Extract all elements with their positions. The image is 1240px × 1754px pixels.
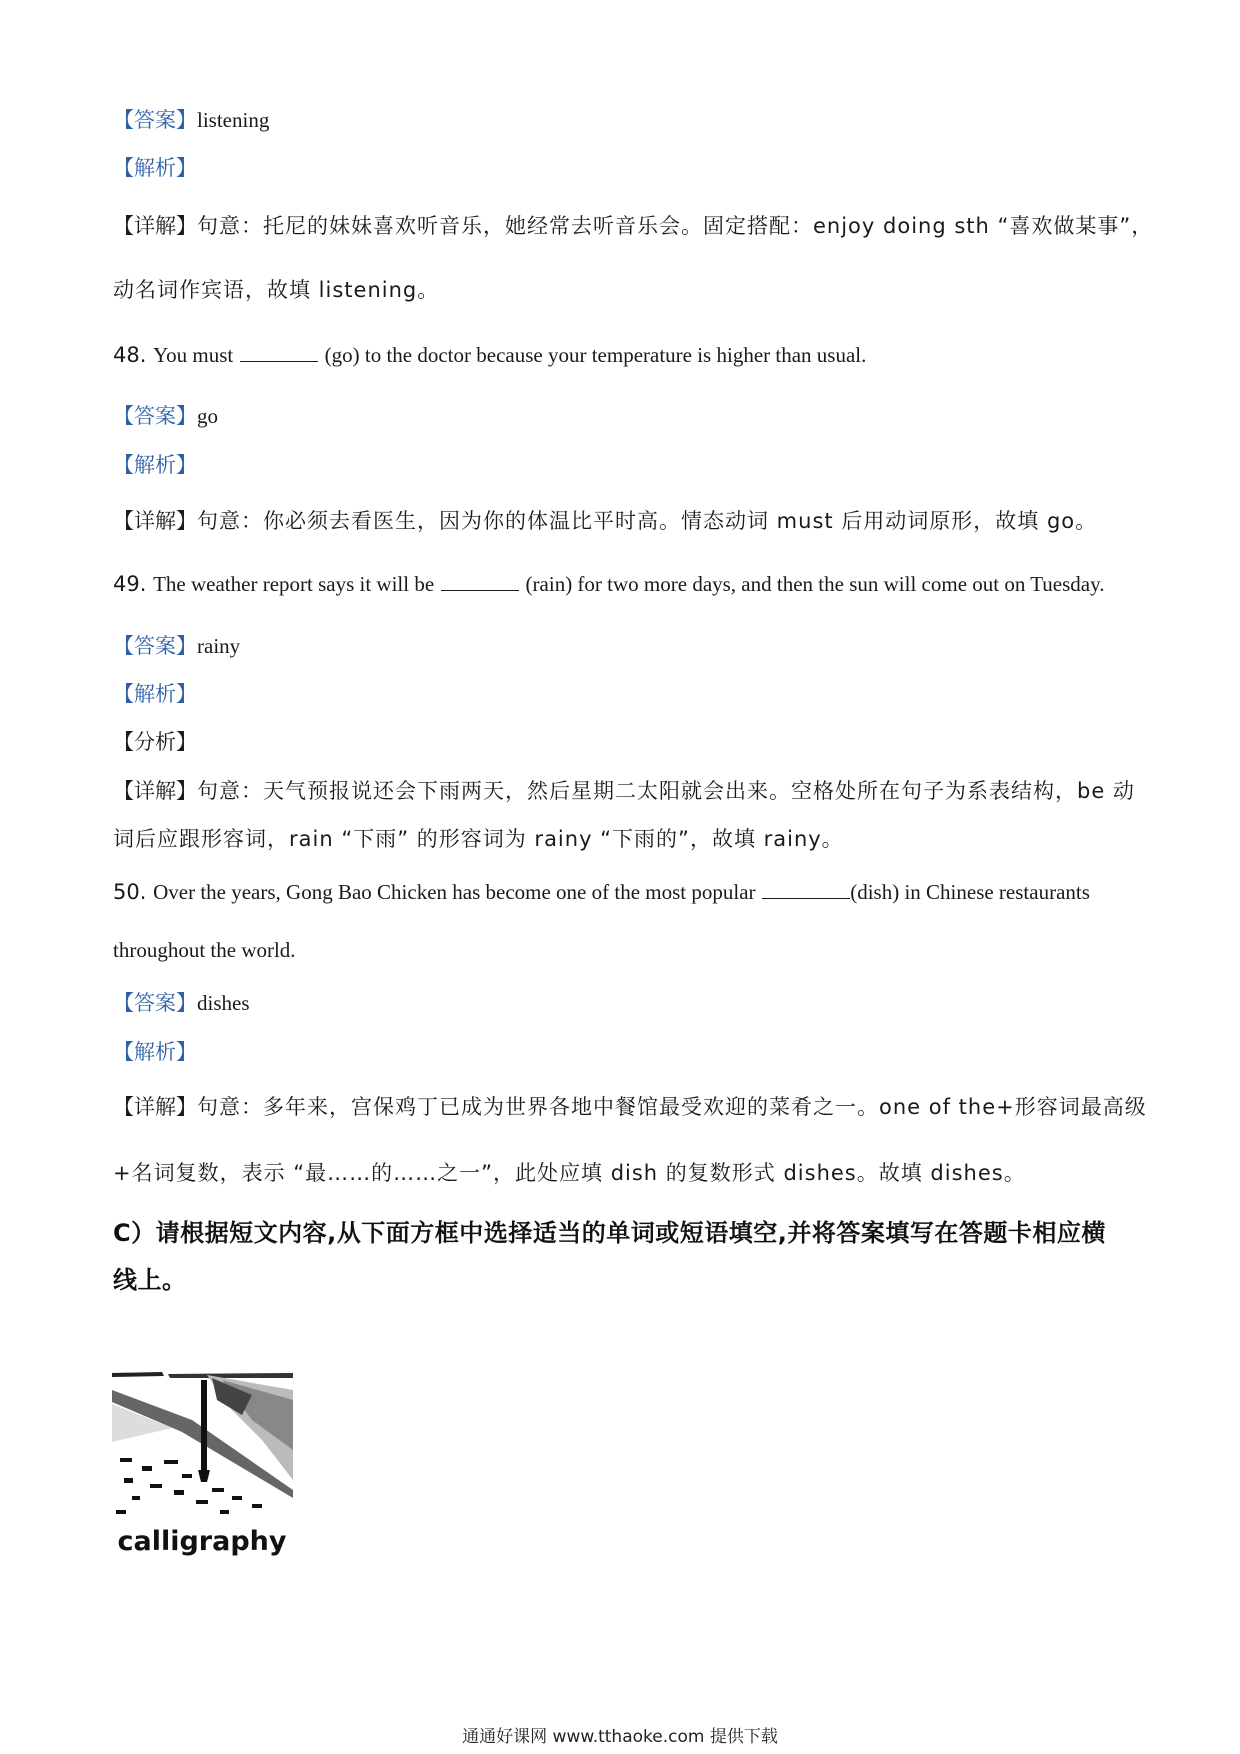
q47-detail-line1: 【详解】句意：托尼的妹妹喜欢听音乐，她经常去听音乐会。固定搭配：enjoy doing sth “喜欢做某事”，: [113, 214, 1154, 238]
q50-question-line2: throughout the world.: [113, 938, 296, 962]
q48-detail-line1: 【详解】句意：你必须去看医生，因为你的体温比平时高。情态动词 must 后用动词原形，故填 go。: [113, 509, 1098, 533]
calligraphy-illustration: [112, 1370, 293, 1558]
q47-answer: 【答案】listening: [113, 108, 270, 132]
q50-blank: [762, 880, 850, 899]
q49-blank: [441, 572, 519, 591]
q48-blank: [240, 343, 318, 362]
q47-analysis: 【解析】: [113, 156, 197, 180]
q49-detail-line1: 【详解】句意：天气预报说还会下雨两天，然后星期二太阳就会出来。空格处所在句子为系表结构，be 动: [113, 779, 1135, 803]
q49-detail-line2: 词后应跟形容词，rain “下雨” 的形容词为 rainy “下雨的”，故填 rainy。: [113, 827, 844, 851]
q49-answer: 【答案】rainy: [113, 634, 241, 658]
q49-question: 49. The weather report says it will be (rain) for two more days, and then the sun will come out on Tuesday.: [113, 572, 1105, 596]
q48-analysis: 【解析】: [113, 453, 197, 477]
q48-answer: 【答案】go: [113, 404, 218, 428]
q49-fenxi: 【分析】: [113, 730, 197, 754]
calligraphy-picture: [112, 1370, 293, 1558]
section-c-instruction-line1: C）请根据短文内容,从下面方框中选择适当的单词或短语填空,并将答案填写在答题卡相应横: [113, 1219, 1106, 1247]
q47-detail-line2: 动名词作宾语，故填 listening。: [113, 278, 440, 302]
page-footer: 通通好课网 www.tthaoke.com 提供下载: [462, 1727, 778, 1747]
q48-question: 48. You must (go) to the doctor because your temperature is higher than usual.: [113, 343, 867, 367]
q50-detail-line1: 【详解】句意：多年来，宫保鸡丁已成为世界各地中餐馆最受欢迎的菜肴之一。one of the+形容词最高级: [113, 1095, 1147, 1119]
calligraphy-caption: calligraphy: [117, 1526, 287, 1557]
q49-analysis: 【解析】: [113, 682, 197, 706]
q50-detail-line2: +名词复数，表示 “最……的……之一”，此处应填 dish 的复数形式 dishes。故填 dishes。: [113, 1161, 1026, 1185]
section-c-instruction-line2: 线上。: [113, 1266, 187, 1294]
q50-answer: 【答案】dishes: [113, 991, 250, 1015]
q50-analysis: 【解析】: [113, 1040, 197, 1064]
q50-question: 50. Over the years, Gong Bao Chicken has become one of the most popular (dish) in Chinese restaurants: [113, 880, 1090, 904]
